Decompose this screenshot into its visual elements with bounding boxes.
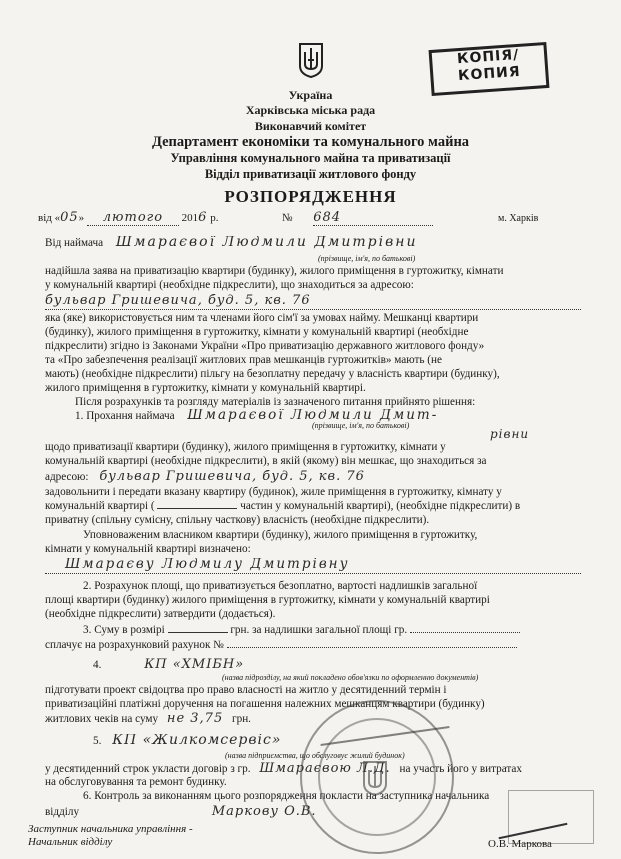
applicant-label: Від наймача	[45, 237, 104, 249]
citizen-blank	[410, 632, 520, 633]
document-title: РОЗПОРЯДЖЕННЯ	[224, 187, 397, 206]
address-value: бульвар Гришевича, буд. 5, кв. 76	[45, 294, 581, 310]
item6-line-1: 6. Контроль за виконанням цього розпорядження покласти на заступника начальника	[83, 790, 490, 802]
applicant-note: (прізвище, ім'я, по батькові)	[318, 254, 416, 263]
owner-name: Шмараєву Людмилу Дмитрівну	[45, 558, 581, 574]
header-committee: Виконавчий комітет	[254, 119, 367, 133]
item2-line-2: площі квартири (будинку) жилого приміщення в гуртожитку, кімнати у комунальній квартирі	[45, 594, 490, 606]
date-mid: »	[78, 212, 85, 224]
item3-row	[45, 624, 581, 637]
date-year-suffix: р.	[210, 212, 219, 224]
para-line-4: та «Про забезпечення реалізації житлових прав мешканців гуртожитків» мають (не	[45, 354, 442, 366]
item5-contract-text: на участь його у витратах	[399, 763, 522, 775]
item4-sum-value: не 3,75	[161, 712, 229, 726]
date-month: лютого	[87, 210, 179, 226]
item4-line-1: підготувати проект свідоцтва про право власності на житло у десятиденний термін і	[45, 684, 447, 696]
item2-line-3: (необхідне підкреслити) затвердити (додається).	[45, 608, 276, 620]
account-blank	[227, 647, 517, 648]
footer-position-2: Начальник відділу	[28, 836, 113, 848]
header-council: Харківська міська рада	[245, 103, 376, 117]
item4-line-3	[45, 712, 581, 726]
date-row	[38, 210, 218, 226]
item6-responsible: Маркову О.В.	[82, 805, 397, 819]
item1-line-8: кімнати у комунальній квартирі визначено:	[45, 543, 251, 555]
item1-line-5	[45, 500, 581, 513]
item3-label: 3. Суму в розмірі	[83, 624, 165, 636]
item1-line-4: задовольнити і передати вказану квартиру (будинок), жиле приміщення в гуртожитку, кімнату у	[45, 486, 502, 498]
document-number: 684	[313, 210, 433, 226]
item1-address-value: бульвар Гришевича, буд. 5, кв. 76	[91, 470, 525, 484]
item4-sum-label: житлових чеків на суму	[45, 713, 159, 725]
header-division: Відділ приватизації житлового фонду	[204, 167, 417, 181]
item1-address-label: адресою:	[45, 471, 89, 483]
item1-name: Шмараєвої Людмили Дмит-	[187, 409, 439, 423]
item1-line-7: Уповноваженим власником квартири (будинку), жилого приміщення в гуртожитку,	[83, 529, 478, 541]
item4-sum-unit: грн.	[232, 713, 251, 725]
para-line-2: (будинку), жилого приміщення в гуртожитку, кімнати у комунальній квартирі (необхідне	[45, 326, 469, 338]
division-stamp	[508, 790, 594, 844]
date-year-digit: 6	[198, 210, 208, 225]
city: м. Харків	[498, 213, 539, 224]
item1-line-5a: комунальній квартирі (	[45, 500, 155, 512]
item4-note: (назва підрозділу, на який покладено обов'язки по оформленню документів)	[222, 673, 479, 682]
item6-division-label: відділу	[45, 806, 80, 818]
parts-blank	[157, 508, 237, 509]
date-day: 05	[60, 210, 79, 225]
sum-blank	[168, 632, 228, 633]
item5-line-2: на обслуговування та ремонт будинку.	[45, 776, 227, 788]
date-year-prefix: 201	[181, 212, 199, 224]
header-department: Департамент економіки та комунального майна	[151, 134, 470, 150]
footer-position-1: Заступник начальника управління -	[28, 823, 193, 835]
header-administration: Управління комунального майна та приватизації	[170, 151, 451, 165]
body-line-1: надійшла заява на приватизацію квартири (будинку), жилого приміщення в гуртожитку, кімнати	[45, 265, 504, 277]
item4-value: КП «ХМІБН»	[104, 658, 464, 672]
number-row	[282, 210, 433, 226]
item1-line-2: комунальній квартирі (необхідне підкреслити), в якій (якому) він мешкає, що знаходиться за	[45, 455, 487, 467]
item5-value: КП «Жилкомсервіс»	[104, 734, 401, 748]
item1-line-6: приватну (спільну сумісну, спільну часткову) власність (необхідне підкреслити).	[45, 514, 430, 526]
para-line-3: підкреслити) згідно із Законами України «Про приватизацію державного житлового фонду»	[45, 340, 485, 352]
item1-address-row	[45, 470, 581, 484]
para-line-7: Після розрахунків та розгляду матеріалів із зазначеного питання прийнято рішення:	[75, 396, 476, 408]
item2-line-1: 2. Розрахунок площі, що приватизується безоплатно, вартості надлишків загальної	[83, 580, 478, 592]
account-row	[45, 639, 581, 652]
seal-trident-icon	[360, 760, 390, 796]
para-line-1: яка (яке) використовується ним та членами його сім'ї за умовах найму. Мешканці квартири	[45, 312, 479, 324]
item1-label: 1. Прохання наймача	[75, 410, 175, 422]
applicant-name: Шмараєвої Людмили Дмитрівни	[106, 236, 478, 250]
date-prefix: від «	[38, 212, 61, 224]
item1-name-cont: рівни	[490, 427, 530, 441]
item5-note: (назва підприємства, що обслуговує жилий будинок)	[225, 751, 405, 760]
item4-label: 4.	[93, 659, 102, 671]
trident-emblem-icon	[298, 42, 324, 78]
footer-signatory: О.В. Маркова	[488, 838, 552, 850]
body-line-2: у комунальній квартирі (необхідне підкреслити), що знаходиться за адресою:	[45, 279, 414, 291]
item4-row	[45, 658, 581, 672]
item5-contract-name: Шмараєвою Л.Д.	[253, 762, 396, 776]
para-line-6: жилого приміщення в гуртожитку, кімнати у комунальній квартирі.	[45, 382, 366, 394]
item5-label: 5.	[93, 735, 102, 747]
item4-line-2: приватизаційні платіжні доручення на погашення належних мешканцям квартири (будинку)	[45, 698, 485, 710]
item3-text: грн. за надлишки загальної площі гр.	[230, 624, 408, 636]
copy-stamp-line2: КОПИЯ	[457, 63, 522, 85]
item1-line-1: щодо приватизації квартири (будинку), жилого приміщення в гуртожитку, кімнати у	[45, 441, 446, 453]
copy-stamp-line1: КОПІЯ/	[456, 46, 520, 68]
account-label: сплачує на розрахунковий рахунок №	[45, 639, 224, 651]
item1-line-5b: частин у комунальній квартирі), (необхідне підкреслити) в	[240, 500, 521, 512]
para-line-5: мають) (необхідне підкреслити) пільгу на безоплатну передачу у власність квартири (будинку),	[45, 368, 500, 380]
applicant-row	[45, 236, 581, 250]
item5-contract-label: у десятиденний строк укласти договір з гр.	[45, 763, 251, 775]
number-label: №	[282, 212, 293, 224]
header-country: Україна	[288, 88, 333, 102]
item1-note: (прізвище, ім'я, по батькові)	[312, 421, 410, 430]
